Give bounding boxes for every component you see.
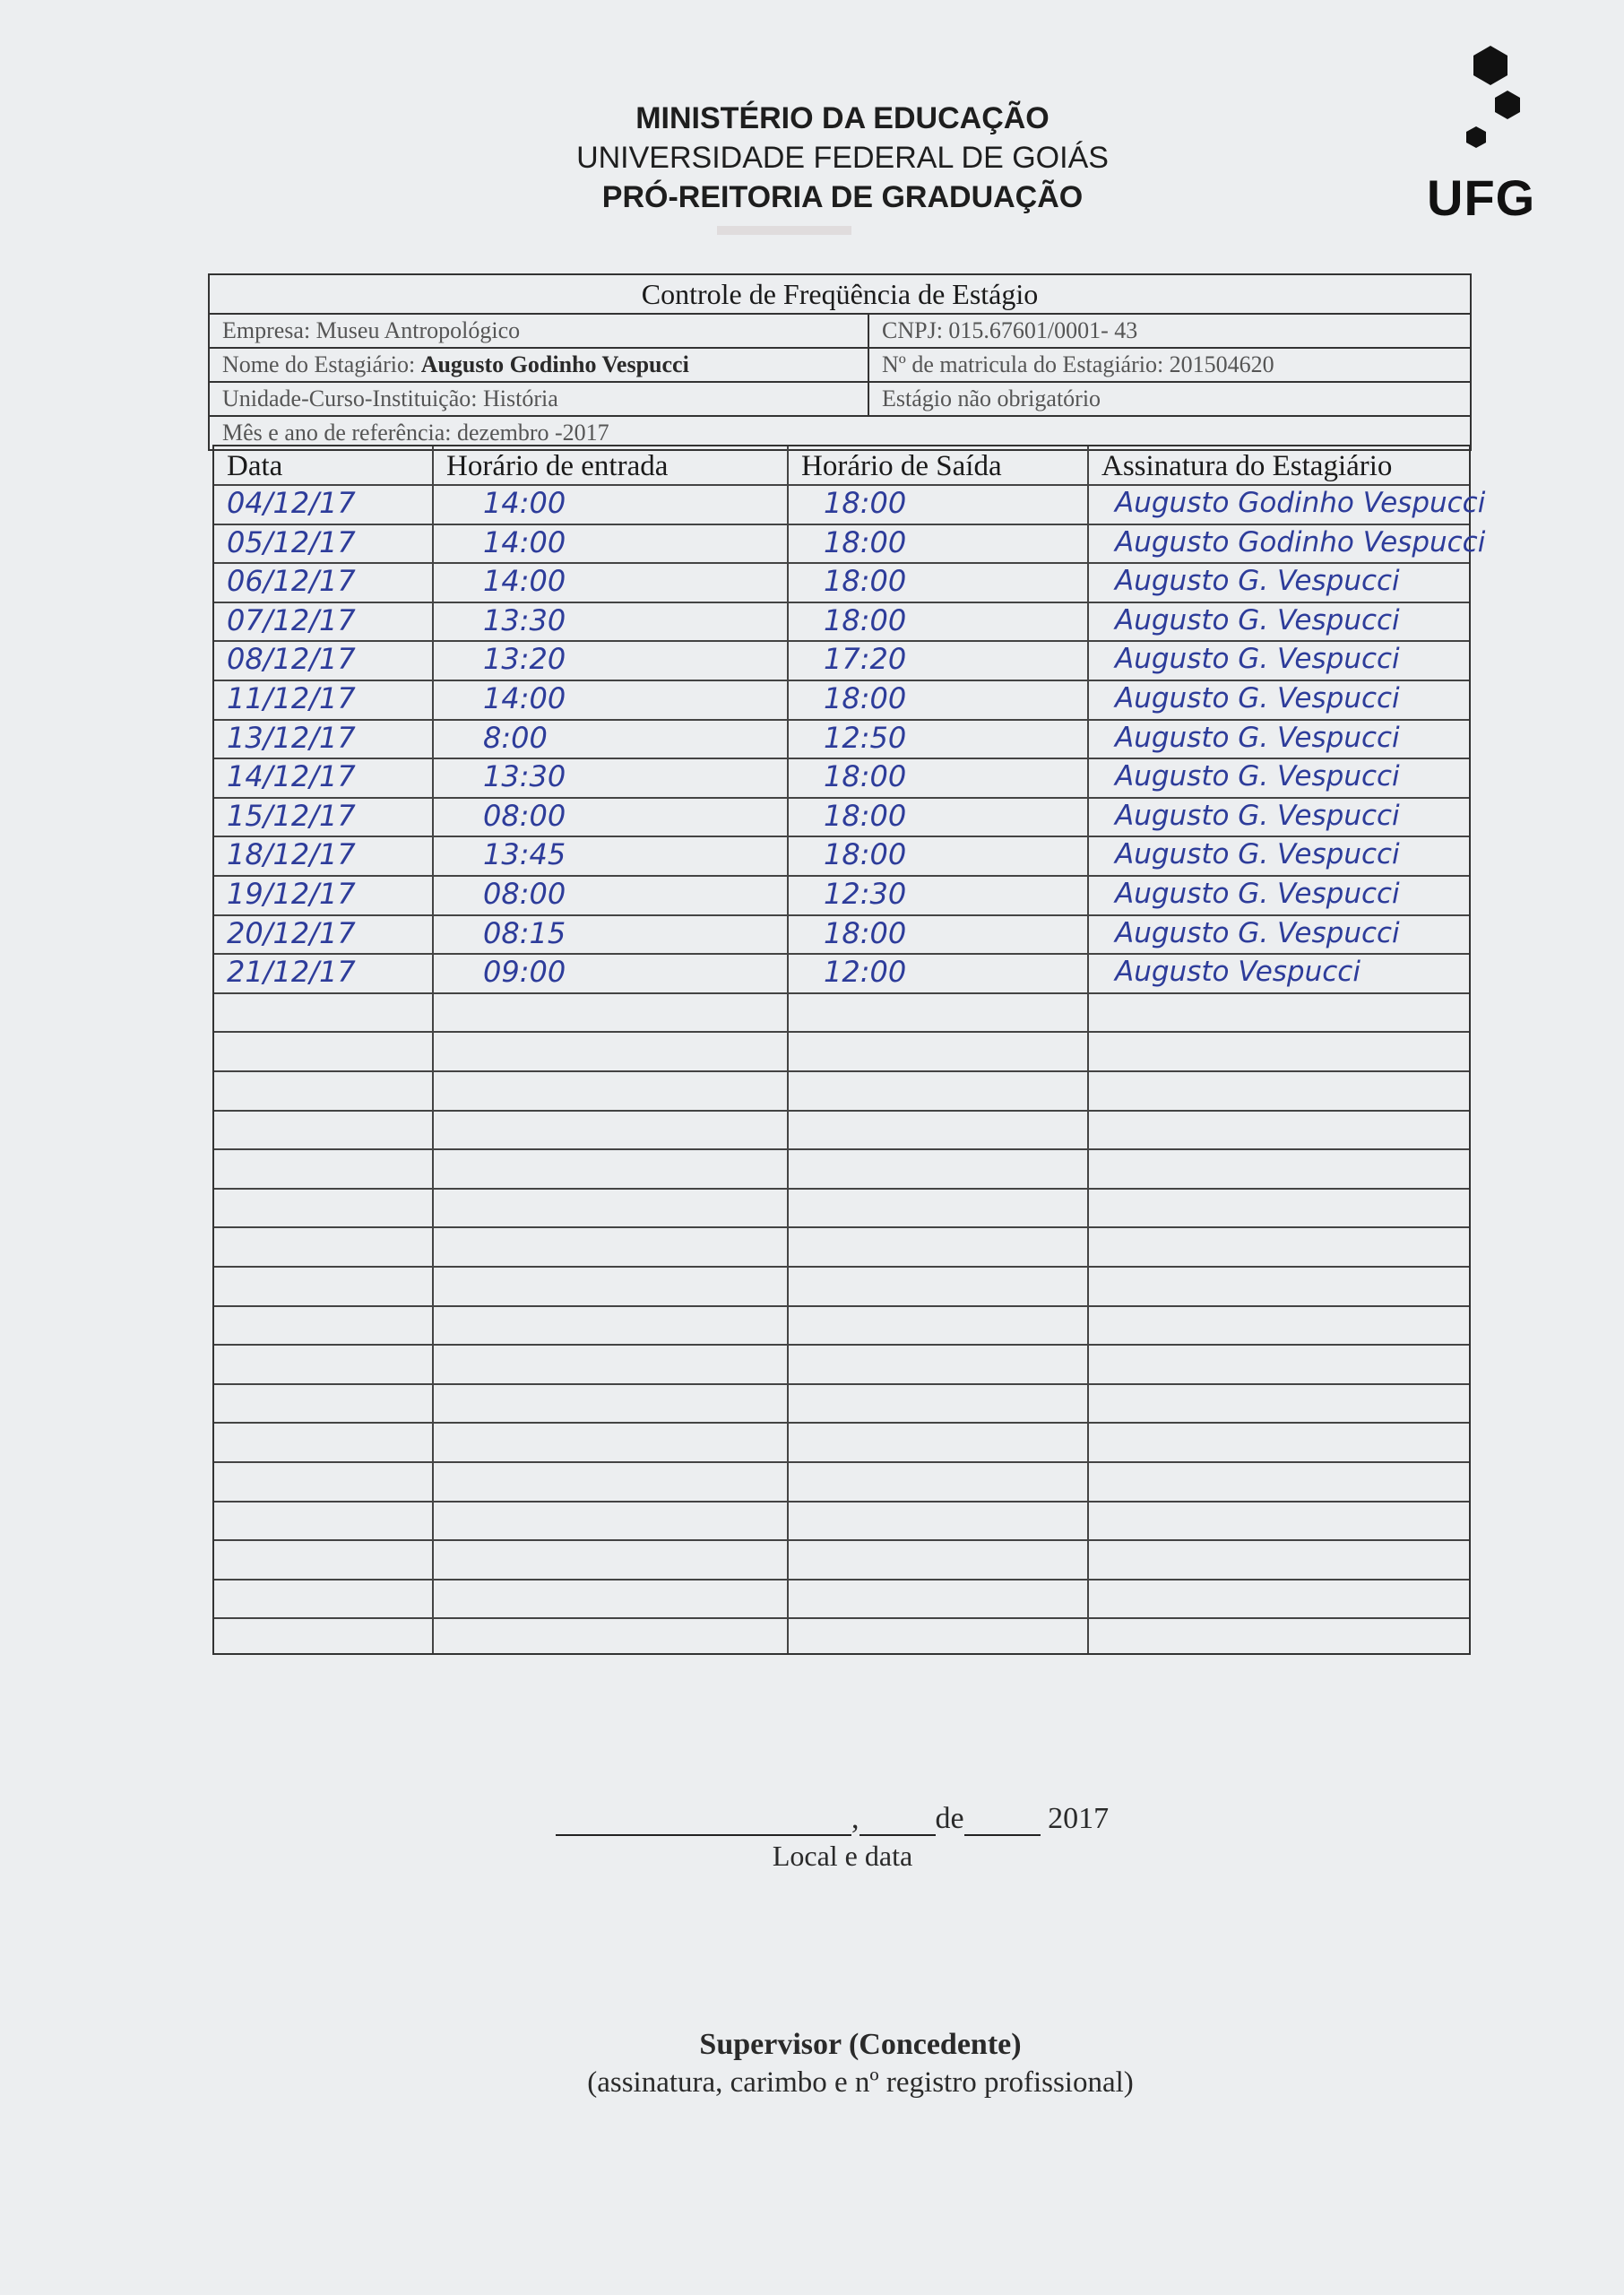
row-divider — [214, 1188, 1469, 1190]
exit-time-cell: 12:30 — [824, 877, 907, 911]
row-divider — [214, 1617, 1469, 1619]
date-cell: 21/12/17 — [227, 955, 356, 990]
attendance-table — [212, 445, 1486, 1655]
info-row — [210, 315, 1470, 349]
faint-mark — [717, 226, 851, 235]
supervisor-title: Supervisor (Concedente) — [699, 2028, 1022, 2061]
date-cell: 15/12/17 — [227, 798, 356, 833]
date-cell: 08/12/17 — [227, 642, 356, 677]
university-name: UNIVERSIDADE FEDERAL DE GOIÁS — [576, 141, 1109, 175]
date-cell: 13/12/17 — [227, 720, 356, 755]
internship-info-block — [208, 273, 1472, 451]
row-divider — [214, 1031, 1469, 1033]
entry-time-cell: 13:20 — [483, 642, 566, 677]
date-cell: 11/12/17 — [227, 681, 356, 715]
entry-time-cell: 14:00 — [483, 564, 566, 599]
entry-time-cell: 08:00 — [483, 877, 566, 911]
column-divider — [432, 446, 434, 1653]
signature-cell: Augusto G. Vespucci — [1115, 682, 1400, 714]
ufg-logo-text: UFG — [1427, 169, 1536, 226]
column-header-signature: Assinatura do Estagiário — [1101, 450, 1393, 482]
exit-time-cell: 18:00 — [824, 564, 907, 599]
row-divider — [214, 1148, 1469, 1150]
exit-time-cell: 18:00 — [824, 915, 907, 950]
row-divider — [214, 1266, 1469, 1268]
column-divider — [787, 446, 789, 1653]
info-row — [210, 349, 1470, 383]
exit-time-cell: 12:50 — [824, 720, 907, 755]
date-de: de — [935, 1802, 964, 1835]
row-divider — [214, 992, 1469, 994]
signature-cell: Augusto G. Vespucci — [1115, 721, 1400, 754]
signature-cell: Augusto G. Vespucci — [1115, 565, 1400, 598]
entry-time-cell: 13:30 — [483, 759, 566, 794]
exit-time-cell: 17:20 — [824, 642, 907, 677]
exit-time-cell: 18:00 — [824, 524, 907, 559]
exit-time-cell: 12:00 — [824, 955, 907, 990]
exit-time-cell: 18:00 — [824, 759, 907, 794]
cnpj-field: CNPJ: 015.67601/0001- 43 — [882, 317, 1138, 343]
date-cell: 20/12/17 — [227, 915, 356, 950]
exit-time-cell: 18:00 — [824, 837, 907, 872]
company-field: Empresa: Museu Antropológico — [210, 315, 869, 347]
date-cell: 05/12/17 — [227, 524, 356, 559]
row-divider — [214, 1226, 1469, 1228]
row-divider — [214, 1461, 1469, 1463]
entry-time-cell: 14:00 — [483, 524, 566, 559]
row-divider — [214, 1501, 1469, 1503]
column-header-date: Data — [227, 450, 283, 482]
signature-cell: Augusto G. Vespucci — [1115, 799, 1400, 832]
date-cell: 14/12/17 — [227, 759, 356, 794]
entry-time-cell: 8:00 — [483, 720, 548, 755]
entry-time-cell: 13:45 — [483, 837, 566, 872]
local-date-label: Local e data — [772, 1840, 913, 1872]
row-divider — [214, 1422, 1469, 1424]
registration-field: Nº de matricula do Estagiário: 201504620 — [882, 351, 1274, 377]
row-divider — [214, 1110, 1469, 1112]
row-divider — [214, 1344, 1469, 1346]
intern-name-label: Nome do Estagiário: — [222, 351, 421, 377]
supervisor-subtitle: (assinatura, carimbo e nº registro profissional) — [587, 2066, 1134, 2099]
exit-time-cell: 18:00 — [824, 602, 907, 637]
date-cell: 07/12/17 — [227, 602, 356, 637]
column-divider — [1087, 446, 1089, 1653]
internship-type-field: Estágio não obrigatório — [882, 385, 1101, 411]
day-blank — [860, 1807, 936, 1836]
row-divider — [214, 1579, 1469, 1581]
signature-cell: Augusto G. Vespucci — [1115, 878, 1400, 910]
exit-time-cell: 18:00 — [824, 681, 907, 715]
entry-time-cell: 09:00 — [483, 955, 566, 990]
signature-cell: Augusto Godinho Vespucci — [1115, 525, 1486, 559]
intern-name-field — [210, 349, 869, 381]
signature-cell: Augusto G. Vespucci — [1115, 916, 1400, 949]
date-cell: 06/12/17 — [227, 564, 356, 599]
row-divider — [214, 1305, 1469, 1307]
document-header — [502, 99, 1183, 217]
entry-time-cell: 08:00 — [483, 798, 566, 833]
ministry-title: MINISTÉRIO DA EDUCAÇÃO — [635, 101, 1050, 135]
date-cell: 19/12/17 — [227, 877, 356, 911]
date-cell: 04/12/17 — [227, 486, 356, 520]
row-divider — [214, 1539, 1469, 1541]
column-header-entry: Horário de entrada — [446, 450, 669, 482]
department-name: PRÓ-REITORIA DE GRADUAÇÃO — [601, 180, 1084, 214]
entry-time-cell: 14:00 — [483, 681, 566, 715]
signature-cell: Augusto G. Vespucci — [1115, 838, 1400, 871]
signature-cell: Augusto G. Vespucci — [1115, 603, 1400, 637]
entry-time-cell: 08:15 — [483, 915, 566, 950]
form-title: Controle de Freqüência de Estágio — [210, 275, 1470, 315]
signature-cell: Augusto G. Vespucci — [1115, 643, 1400, 676]
entry-time-cell: 14:00 — [483, 486, 566, 520]
course-field: Unidade-Curso-Instituição: História — [210, 383, 869, 415]
intern-name-value: Augusto Godinho Vespucci — [420, 351, 689, 377]
row-divider — [214, 1383, 1469, 1385]
exit-time-cell: 18:00 — [824, 486, 907, 520]
date-year: 2017 — [1048, 1802, 1110, 1835]
month-blank — [964, 1807, 1041, 1836]
info-row — [210, 383, 1470, 417]
signature-cell: Augusto Vespucci — [1115, 956, 1361, 989]
place-blank — [556, 1807, 851, 1836]
row-divider — [214, 1070, 1469, 1072]
exit-time-cell: 18:00 — [824, 798, 907, 833]
column-header-exit: Horário de Saída — [801, 450, 1002, 482]
reference-month-field: Mês e ano de referência: dezembro -2017 — [222, 420, 609, 446]
date-line: , de 2017 — [556, 1802, 1183, 1836]
date-cell: 18/12/17 — [227, 837, 356, 872]
signature-cell: Augusto G. Vespucci — [1115, 760, 1400, 793]
entry-time-cell: 13:30 — [483, 602, 566, 637]
signature-cell: Augusto Godinho Vespucci — [1115, 487, 1486, 519]
